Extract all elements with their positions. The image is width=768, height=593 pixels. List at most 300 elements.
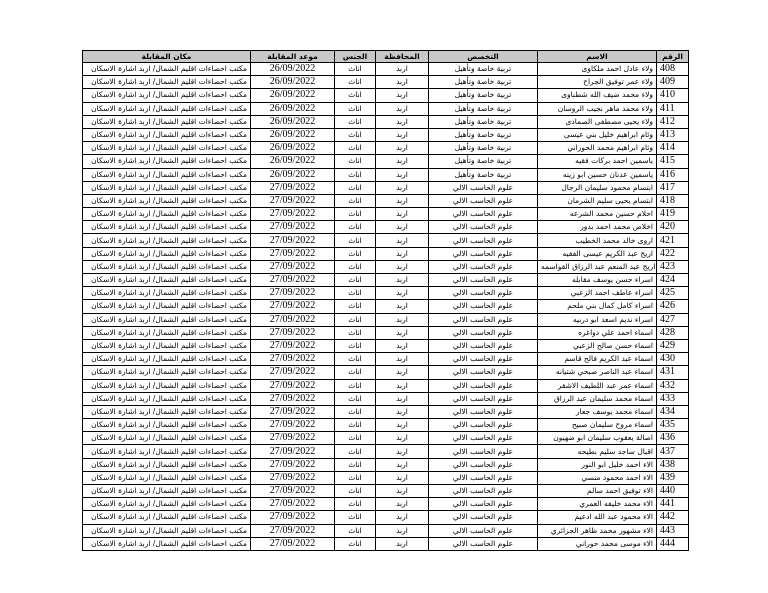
cell-name: اصالة يعقوب سليمان ابو ضهيون bbox=[538, 432, 657, 445]
cell-interview-date: 26/09/2022 bbox=[251, 155, 335, 168]
cell-governorate: اربد bbox=[376, 208, 429, 221]
table-row bbox=[83, 274, 689, 287]
cell-interview-date: 26/09/2022 bbox=[251, 128, 335, 141]
cell-name: الاء محمود عبد الله ادعيم bbox=[538, 511, 657, 524]
cell-specialization: تربية خاصة وتأهيل bbox=[429, 115, 538, 128]
cell-number: 421 bbox=[657, 234, 689, 247]
table-row bbox=[83, 366, 689, 379]
cell-governorate: اربد bbox=[376, 498, 429, 511]
interview-schedule-sheet bbox=[82, 50, 688, 551]
cell-name: الاء مشهور محمد ظاهر الجزائري bbox=[538, 524, 657, 537]
cell-gender: اناث bbox=[335, 234, 376, 247]
cell-specialization: علوم الحاسب الالي bbox=[429, 208, 538, 221]
cell-interview-place: مكتب احصاءات اقليم الشمال/ اربد اشارة الاسكان bbox=[83, 221, 251, 234]
cell-specialization: علوم الحاسب الالي bbox=[429, 366, 538, 379]
cell-gender: اناث bbox=[335, 142, 376, 155]
cell-interview-place: مكتب احصاءات اقليم الشمال/ اربد اشارة الاسكان bbox=[83, 313, 251, 326]
cell-name: اسماء عبد الناصر صبحي شتيانه bbox=[538, 366, 657, 379]
cell-specialization: علوم الحاسب الالي bbox=[429, 339, 538, 352]
cell-gender: اناث bbox=[335, 419, 376, 432]
cell-specialization: علوم الحاسب الالي bbox=[429, 432, 538, 445]
cell-specialization: علوم الحاسب الالي bbox=[429, 247, 538, 260]
cell-governorate: اربد bbox=[376, 194, 429, 207]
table-row bbox=[83, 524, 689, 537]
cell-governorate: اربد bbox=[376, 485, 429, 498]
cell-name: اروى خالد محمد الخطيب bbox=[538, 234, 657, 247]
table-row bbox=[83, 115, 689, 128]
cell-interview-place: مكتب احصاءات اقليم الشمال/ اربد اشارة الاسكان bbox=[83, 128, 251, 141]
cell-gender: اناث bbox=[335, 287, 376, 300]
cell-name: ابتسام محمود سليمان الرجال bbox=[538, 181, 657, 194]
cell-number: 431 bbox=[657, 366, 689, 379]
header-number: الرقم bbox=[657, 51, 689, 63]
cell-gender: اناث bbox=[335, 181, 376, 194]
cell-gender: اناث bbox=[335, 76, 376, 89]
cell-name: اخلاص محمد احمد بدور bbox=[538, 221, 657, 234]
cell-gender: اناث bbox=[335, 405, 376, 418]
cell-governorate: اربد bbox=[376, 115, 429, 128]
table-row bbox=[83, 287, 689, 300]
cell-number: 410 bbox=[657, 89, 689, 102]
cell-interview-date: 27/09/2022 bbox=[251, 274, 335, 287]
cell-number: 416 bbox=[657, 168, 689, 181]
table-row bbox=[83, 379, 689, 392]
cell-gender: اناث bbox=[335, 498, 376, 511]
cell-number: 435 bbox=[657, 419, 689, 432]
cell-interview-date: 27/09/2022 bbox=[251, 419, 335, 432]
cell-interview-place: مكتب احصاءات اقليم الشمال/ اربد اشارة الاسكان bbox=[83, 247, 251, 260]
cell-interview-date: 27/09/2022 bbox=[251, 485, 335, 498]
cell-governorate: اربد bbox=[376, 366, 429, 379]
cell-number: 442 bbox=[657, 511, 689, 524]
cell-interview-date: 26/09/2022 bbox=[251, 115, 335, 128]
cell-governorate: اربد bbox=[376, 432, 429, 445]
cell-governorate: اربد bbox=[376, 168, 429, 181]
table-row bbox=[83, 432, 689, 445]
cell-governorate: اربد bbox=[376, 379, 429, 392]
cell-interview-date: 26/09/2022 bbox=[251, 168, 335, 181]
table-row bbox=[83, 537, 689, 550]
cell-governorate: اربد bbox=[376, 419, 429, 432]
cell-specialization: علوم الحاسب الالي bbox=[429, 300, 538, 313]
cell-name: اسماء محمد يوسف جعار bbox=[538, 405, 657, 418]
cell-gender: اناث bbox=[335, 326, 376, 339]
cell-interview-place: مكتب احصاءات اقليم الشمال/ اربد اشارة الاسكان bbox=[83, 511, 251, 524]
cell-governorate: اربد bbox=[376, 300, 429, 313]
cell-number: 427 bbox=[657, 313, 689, 326]
cell-specialization: علوم الحاسب الالي bbox=[429, 260, 538, 273]
cell-interview-place: مكتب احصاءات اقليم الشمال/ اربد اشارة الاسكان bbox=[83, 287, 251, 300]
table-row bbox=[83, 247, 689, 260]
cell-interview-date: 27/09/2022 bbox=[251, 181, 335, 194]
cell-gender: اناث bbox=[335, 208, 376, 221]
cell-interview-place: مكتب احصاءات اقليم الشمال/ اربد اشارة الاسكان bbox=[83, 155, 251, 168]
table-row bbox=[83, 168, 689, 181]
table-row bbox=[83, 300, 689, 313]
cell-governorate: اربد bbox=[376, 471, 429, 484]
cell-gender: اناث bbox=[335, 155, 376, 168]
cell-number: 423 bbox=[657, 260, 689, 273]
cell-interview-place: مكتب احصاءات اقليم الشمال/ اربد اشارة الاسكان bbox=[83, 498, 251, 511]
cell-governorate: اربد bbox=[376, 142, 429, 155]
table-row bbox=[83, 181, 689, 194]
cell-governorate: اربد bbox=[376, 537, 429, 550]
cell-governorate: اربد bbox=[376, 405, 429, 418]
table-row bbox=[83, 419, 689, 432]
cell-governorate: اربد bbox=[376, 89, 429, 102]
cell-gender: اناث bbox=[335, 445, 376, 458]
cell-name: الاء موسى محمد حوراني bbox=[538, 537, 657, 550]
table-row bbox=[83, 155, 689, 168]
cell-name: ياسمين عدنان حسين ابو زينه bbox=[538, 168, 657, 181]
cell-interview-date: 26/09/2022 bbox=[251, 102, 335, 115]
cell-name: ولاء محمد ماهر نجيب الروسان bbox=[538, 102, 657, 115]
cell-name: الاء توفيق احمد سالم bbox=[538, 485, 657, 498]
cell-specialization: علوم الحاسب الالي bbox=[429, 221, 538, 234]
cell-specialization: علوم الحاسب الالي bbox=[429, 445, 538, 458]
table-row bbox=[83, 102, 689, 115]
cell-governorate: اربد bbox=[376, 392, 429, 405]
cell-gender: اناث bbox=[335, 511, 376, 524]
cell-number: 417 bbox=[657, 181, 689, 194]
table-row bbox=[83, 471, 689, 484]
cell-number: 429 bbox=[657, 339, 689, 352]
cell-name: اسماء محمد سليمان عبد الرزاق bbox=[538, 392, 657, 405]
cell-specialization: علوم الحاسب الالي bbox=[429, 181, 538, 194]
cell-interview-place: مكتب احصاءات اقليم الشمال/ اربد اشارة الاسكان bbox=[83, 300, 251, 313]
cell-governorate: اربد bbox=[376, 221, 429, 234]
table-row bbox=[83, 142, 689, 155]
cell-interview-date: 27/09/2022 bbox=[251, 234, 335, 247]
cell-governorate: اربد bbox=[376, 339, 429, 352]
cell-gender: اناث bbox=[335, 115, 376, 128]
table-row bbox=[83, 485, 689, 498]
cell-interview-date: 27/09/2022 bbox=[251, 260, 335, 273]
cell-interview-date: 27/09/2022 bbox=[251, 445, 335, 458]
table-row bbox=[83, 511, 689, 524]
cell-interview-place: مكتب احصاءات اقليم الشمال/ اربد اشارة الاسكان bbox=[83, 432, 251, 445]
cell-name: الاء محمد خليفه العمري bbox=[538, 498, 657, 511]
header-governorate: المحافظة bbox=[376, 51, 429, 63]
table-row bbox=[83, 405, 689, 418]
cell-number: 430 bbox=[657, 353, 689, 366]
cell-interview-date: 27/09/2022 bbox=[251, 511, 335, 524]
cell-specialization: علوم الحاسب الالي bbox=[429, 379, 538, 392]
header-interview-date: موعد المقابلة bbox=[251, 51, 335, 63]
cell-specialization: علوم الحاسب الالي bbox=[429, 498, 538, 511]
cell-interview-place: مكتب احصاءات اقليم الشمال/ اربد اشارة الاسكان bbox=[83, 485, 251, 498]
cell-number: 415 bbox=[657, 155, 689, 168]
cell-governorate: اربد bbox=[376, 353, 429, 366]
cell-governorate: اربد bbox=[376, 181, 429, 194]
cell-specialization: علوم الحاسب الالي bbox=[429, 537, 538, 550]
cell-name: ولاء محمد ضيف الله شطناوى bbox=[538, 89, 657, 102]
cell-interview-date: 27/09/2022 bbox=[251, 471, 335, 484]
cell-gender: اناث bbox=[335, 260, 376, 273]
cell-specialization: علوم الحاسب الالي bbox=[429, 194, 538, 207]
cell-name: وئام ابراهيم خليل بني عيسى bbox=[538, 128, 657, 141]
table-row bbox=[83, 445, 689, 458]
header-specialization: التخصص bbox=[429, 51, 538, 63]
cell-governorate: اربد bbox=[376, 234, 429, 247]
cell-specialization: علوم الحاسب الالي bbox=[429, 511, 538, 524]
cell-interview-place: مكتب احصاءات اقليم الشمال/ اربد اشارة الاسكان bbox=[83, 366, 251, 379]
cell-number: 437 bbox=[657, 445, 689, 458]
cell-interview-date: 27/09/2022 bbox=[251, 313, 335, 326]
cell-specialization: تربية خاصة وتأهيل bbox=[429, 155, 538, 168]
cell-name: اسماء عبد الكريم فالح قاسم bbox=[538, 353, 657, 366]
cell-number: 418 bbox=[657, 194, 689, 207]
table-row bbox=[83, 260, 689, 273]
cell-name: اسماء عمر عبد اللطيف الاشقر bbox=[538, 379, 657, 392]
cell-number: 441 bbox=[657, 498, 689, 511]
cell-number: 414 bbox=[657, 142, 689, 155]
cell-interview-place: مكتب احصاءات اقليم الشمال/ اربد اشارة الاسكان bbox=[83, 76, 251, 89]
cell-gender: اناث bbox=[335, 485, 376, 498]
table-row bbox=[83, 353, 689, 366]
cell-number: 433 bbox=[657, 392, 689, 405]
cell-interview-place: مكتب احصاءات اقليم الشمال/ اربد اشارة الاسكان bbox=[83, 458, 251, 471]
cell-specialization: تربية خاصة وتأهيل bbox=[429, 168, 538, 181]
cell-specialization: تربية خاصة وتأهيل bbox=[429, 89, 538, 102]
cell-name: وئام ابراهيم محمد الحوراني bbox=[538, 142, 657, 155]
cell-interview-place: مكتب احصاءات اقليم الشمال/ اربد اشارة الاسكان bbox=[83, 234, 251, 247]
cell-name: الاء احمد خليل ابو النور bbox=[538, 458, 657, 471]
cell-gender: اناث bbox=[335, 89, 376, 102]
cell-interview-place: مكتب احصاءات اقليم الشمال/ اربد اشارة الاسكان bbox=[83, 194, 251, 207]
cell-name: اسماء حسن صالح الزعبي bbox=[538, 339, 657, 352]
table-row bbox=[83, 76, 689, 89]
table-row bbox=[83, 313, 689, 326]
cell-governorate: اربد bbox=[376, 445, 429, 458]
cell-governorate: اربد bbox=[376, 313, 429, 326]
table-row bbox=[83, 326, 689, 339]
cell-gender: اناث bbox=[335, 392, 376, 405]
cell-gender: اناث bbox=[335, 63, 376, 76]
cell-interview-place: مكتب احصاءات اقليم الشمال/ اربد اشارة الاسكان bbox=[83, 260, 251, 273]
cell-governorate: اربد bbox=[376, 274, 429, 287]
cell-specialization: علوم الحاسب الالي bbox=[429, 313, 538, 326]
cell-gender: اناث bbox=[335, 274, 376, 287]
cell-interview-place: مكتب احصاءات اقليم الشمال/ اربد اشارة الاسكان bbox=[83, 208, 251, 221]
table-row bbox=[83, 208, 689, 221]
cell-number: 425 bbox=[657, 287, 689, 300]
table-body bbox=[83, 63, 689, 551]
cell-interview-date: 27/09/2022 bbox=[251, 326, 335, 339]
cell-specialization: علوم الحاسب الالي bbox=[429, 392, 538, 405]
cell-gender: اناث bbox=[335, 128, 376, 141]
cell-interview-place: مكتب احصاءات اقليم الشمال/ اربد اشارة الاسكان bbox=[83, 326, 251, 339]
cell-interview-date: 27/09/2022 bbox=[251, 208, 335, 221]
cell-number: 444 bbox=[657, 537, 689, 550]
cell-interview-date: 27/09/2022 bbox=[251, 537, 335, 550]
cell-name: اسراء حسن يوسف مقابله bbox=[538, 274, 657, 287]
cell-specialization: تربية خاصة وتأهيل bbox=[429, 128, 538, 141]
cell-governorate: اربد bbox=[376, 76, 429, 89]
table-row bbox=[83, 221, 689, 234]
cell-interview-date: 26/09/2022 bbox=[251, 76, 335, 89]
cell-number: 424 bbox=[657, 274, 689, 287]
cell-interview-date: 27/09/2022 bbox=[251, 392, 335, 405]
cell-gender: اناث bbox=[335, 353, 376, 366]
cell-name: اسماء مروح سليمان صبيح bbox=[538, 419, 657, 432]
cell-interview-date: 27/09/2022 bbox=[251, 524, 335, 537]
header-row bbox=[83, 51, 689, 63]
cell-number: 413 bbox=[657, 128, 689, 141]
cell-governorate: اربد bbox=[376, 63, 429, 76]
cell-gender: اناث bbox=[335, 366, 376, 379]
cell-specialization: علوم الحاسب الالي bbox=[429, 353, 538, 366]
table-row bbox=[83, 498, 689, 511]
cell-number: 408 bbox=[657, 63, 689, 76]
cell-interview-place: مكتب احصاءات اقليم الشمال/ اربد اشارة الاسكان bbox=[83, 392, 251, 405]
header-interview-place: مكان المقابلة bbox=[83, 51, 251, 63]
cell-governorate: اربد bbox=[376, 260, 429, 273]
cell-governorate: اربد bbox=[376, 102, 429, 115]
cell-interview-date: 27/09/2022 bbox=[251, 221, 335, 234]
cell-name: الاء احمد محمود منسي bbox=[538, 471, 657, 484]
cell-name: احلام حسين محمد الشرعه bbox=[538, 208, 657, 221]
cell-number: 443 bbox=[657, 524, 689, 537]
cell-number: 411 bbox=[657, 102, 689, 115]
cell-interview-date: 27/09/2022 bbox=[251, 353, 335, 366]
cell-interview-place: مكتب احصاءات اقليم الشمال/ اربد اشارة الاسكان bbox=[83, 379, 251, 392]
cell-interview-place: مكتب احصاءات اقليم الشمال/ اربد اشارة الاسكان bbox=[83, 274, 251, 287]
cell-gender: اناث bbox=[335, 313, 376, 326]
cell-specialization: علوم الحاسب الالي bbox=[429, 274, 538, 287]
cell-governorate: اربد bbox=[376, 511, 429, 524]
cell-specialization: تربية خاصة وتأهيل bbox=[429, 76, 538, 89]
cell-gender: اناث bbox=[335, 247, 376, 260]
cell-name: ياسمين احمد بركات فقيه bbox=[538, 155, 657, 168]
cell-interview-date: 27/09/2022 bbox=[251, 432, 335, 445]
cell-gender: اناث bbox=[335, 379, 376, 392]
cell-governorate: اربد bbox=[376, 155, 429, 168]
cell-interview-place: مكتب احصاءات اقليم الشمال/ اربد اشارة الاسكان bbox=[83, 181, 251, 194]
cell-interview-date: 27/09/2022 bbox=[251, 247, 335, 260]
cell-gender: اناث bbox=[335, 339, 376, 352]
table-row bbox=[83, 194, 689, 207]
cell-specialization: علوم الحاسب الالي bbox=[429, 524, 538, 537]
cell-interview-place: مكتب احصاءات اقليم الشمال/ اربد اشارة الاسكان bbox=[83, 537, 251, 550]
cell-number: 409 bbox=[657, 76, 689, 89]
cell-interview-place: مكتب احصاءات اقليم الشمال/ اربد اشارة الاسكان bbox=[83, 419, 251, 432]
cell-interview-date: 26/09/2022 bbox=[251, 63, 335, 76]
table-row bbox=[83, 458, 689, 471]
cell-interview-place: مكتب احصاءات اقليم الشمال/ اربد اشارة الاسكان bbox=[83, 471, 251, 484]
cell-number: 419 bbox=[657, 208, 689, 221]
cell-number: 439 bbox=[657, 471, 689, 484]
cell-specialization: علوم الحاسب الالي bbox=[429, 405, 538, 418]
cell-gender: اناث bbox=[335, 524, 376, 537]
cell-interview-place: مكتب احصاءات اقليم الشمال/ اربد اشارة الاسكان bbox=[83, 63, 251, 76]
cell-specialization: علوم الحاسب الالي bbox=[429, 234, 538, 247]
cell-interview-date: 27/09/2022 bbox=[251, 379, 335, 392]
cell-interview-date: 27/09/2022 bbox=[251, 366, 335, 379]
cell-number: 438 bbox=[657, 458, 689, 471]
cell-interview-place: مكتب احصاءات اقليم الشمال/ اربد اشارة الاسكان bbox=[83, 445, 251, 458]
cell-specialization: علوم الحاسب الالي bbox=[429, 471, 538, 484]
cell-interview-place: مكتب احصاءات اقليم الشمال/ اربد اشارة الاسكان bbox=[83, 115, 251, 128]
cell-name: اسماء احمد علي دواغره bbox=[538, 326, 657, 339]
cell-gender: اناث bbox=[335, 221, 376, 234]
table-row bbox=[83, 234, 689, 247]
cell-specialization: علوم الحاسب الالي bbox=[429, 287, 538, 300]
table-row bbox=[83, 339, 689, 352]
cell-interview-date: 27/09/2022 bbox=[251, 405, 335, 418]
cell-governorate: اربد bbox=[376, 524, 429, 537]
cell-name: ولاء عادل احمد ملكاوى bbox=[538, 63, 657, 76]
cell-governorate: اربد bbox=[376, 128, 429, 141]
cell-governorate: اربد bbox=[376, 287, 429, 300]
cell-gender: اناث bbox=[335, 194, 376, 207]
cell-interview-place: مكتب احصاءات اقليم الشمال/ اربد اشارة الاسكان bbox=[83, 142, 251, 155]
cell-name: ولاء عمر توفيق الجراح bbox=[538, 76, 657, 89]
cell-gender: اناث bbox=[335, 168, 376, 181]
cell-name: اريج عبد المنعم عبد الرزاق القواسمه bbox=[538, 260, 657, 273]
cell-gender: اناث bbox=[335, 471, 376, 484]
cell-name: اقبال ساجد سليم بطيحه bbox=[538, 445, 657, 458]
cell-number: 440 bbox=[657, 485, 689, 498]
cell-specialization: علوم الحاسب الالي bbox=[429, 326, 538, 339]
cell-number: 428 bbox=[657, 326, 689, 339]
cell-specialization: تربية خاصة وتأهيل bbox=[429, 63, 538, 76]
cell-name: اريج عبد الكريم عيسى الفقيه bbox=[538, 247, 657, 260]
cell-interview-date: 27/09/2022 bbox=[251, 300, 335, 313]
cell-specialization: تربية خاصة وتأهيل bbox=[429, 102, 538, 115]
cell-interview-place: مكتب احصاءات اقليم الشمال/ اربد اشارة الاسكان bbox=[83, 102, 251, 115]
cell-interview-date: 27/09/2022 bbox=[251, 458, 335, 471]
cell-gender: اناث bbox=[335, 300, 376, 313]
cell-governorate: اربد bbox=[376, 326, 429, 339]
cell-specialization: علوم الحاسب الالي bbox=[429, 485, 538, 498]
cell-number: 432 bbox=[657, 379, 689, 392]
cell-number: 422 bbox=[657, 247, 689, 260]
cell-gender: اناث bbox=[335, 458, 376, 471]
cell-number: 436 bbox=[657, 432, 689, 445]
cell-interview-date: 26/09/2022 bbox=[251, 89, 335, 102]
cell-interview-place: مكتب احصاءات اقليم الشمال/ اربد اشارة الاسكان bbox=[83, 405, 251, 418]
cell-name: اسراء كامل كمال بني ملحم bbox=[538, 300, 657, 313]
cell-governorate: اربد bbox=[376, 458, 429, 471]
interview-table bbox=[82, 50, 689, 551]
cell-interview-date: 26/09/2022 bbox=[251, 142, 335, 155]
cell-gender: اناث bbox=[335, 537, 376, 550]
cell-interview-place: مكتب احصاءات اقليم الشمال/ اربد اشارة الاسكان bbox=[83, 353, 251, 366]
cell-number: 434 bbox=[657, 405, 689, 418]
cell-name: ولاء يحيى مصطفى الصمادى bbox=[538, 115, 657, 128]
table-row bbox=[83, 63, 689, 76]
cell-gender: اناث bbox=[335, 102, 376, 115]
cell-number: 420 bbox=[657, 221, 689, 234]
header-gender: الجنس bbox=[335, 51, 376, 63]
cell-interview-place: مكتب احصاءات اقليم الشمال/ اربد اشارة الاسكان bbox=[83, 89, 251, 102]
header-name: الاسم bbox=[538, 51, 657, 63]
cell-specialization: علوم الحاسب الالي bbox=[429, 458, 538, 471]
cell-interview-place: مكتب احصاءات اقليم الشمال/ اربد اشارة الاسكان bbox=[83, 524, 251, 537]
cell-name: اسراء عاطف احمد الزعبي bbox=[538, 287, 657, 300]
cell-number: 426 bbox=[657, 300, 689, 313]
cell-specialization: علوم الحاسب الالي bbox=[429, 419, 538, 432]
cell-governorate: اربد bbox=[376, 247, 429, 260]
cell-interview-date: 27/09/2022 bbox=[251, 287, 335, 300]
cell-interview-place: مكتب احصاءات اقليم الشمال/ اربد اشارة الاسكان bbox=[83, 168, 251, 181]
cell-interview-place: مكتب احصاءات اقليم الشمال/ اربد اشارة الاسكان bbox=[83, 339, 251, 352]
cell-interview-date: 27/09/2022 bbox=[251, 498, 335, 511]
table-row bbox=[83, 392, 689, 405]
cell-number: 412 bbox=[657, 115, 689, 128]
table-row bbox=[83, 128, 689, 141]
